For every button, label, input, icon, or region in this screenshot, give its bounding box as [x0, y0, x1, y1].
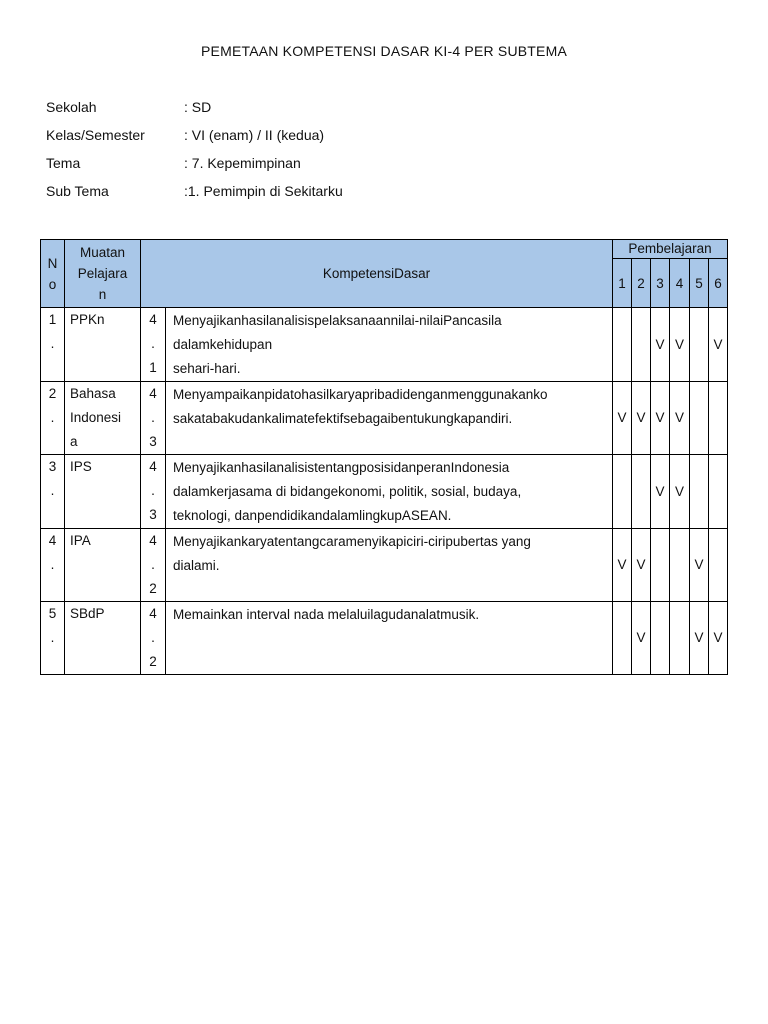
header-kompetensi-dasar: KompetensiDasar: [141, 240, 613, 308]
muatan-pelajaran-line: Bahasa: [70, 386, 116, 401]
kd-text-line: MenyajikanhasilanalisistentangposisidanperanIndonesia: [173, 460, 510, 475]
pembelajaran-cell: [632, 602, 651, 675]
pembelajaran-cell: [709, 529, 728, 602]
kd-text-line: teknologi, danpendidikandalamlingkupASEAN.: [173, 508, 452, 523]
table-body: [41, 308, 728, 675]
meta-value: : VI (enam) / II (kedua): [184, 127, 325, 143]
muatan-pelajaran: [65, 529, 141, 602]
pembelajaran-cell: [651, 529, 670, 602]
meta-value: : 7. Kepemimpinan: [184, 155, 301, 171]
kd-code-line: 2: [149, 581, 157, 596]
row-number-line: .: [50, 630, 55, 645]
kd-code: [141, 455, 166, 529]
table-row: [41, 308, 728, 382]
check-mark: V: [694, 630, 704, 645]
kd-code-line: 3: [149, 507, 157, 522]
pembelajaran-cell: [651, 308, 670, 382]
kd-code-line: 4: [149, 386, 157, 401]
kd-text-line: dalamkerjasama di bidangekonomi, politik, sosial, budaya,: [173, 484, 522, 499]
table-row: [41, 529, 728, 602]
header-num: 1: [613, 259, 632, 308]
pembelajaran-cell: [613, 529, 632, 602]
muatan-pelajaran: [65, 602, 141, 675]
row-number-line: 4: [48, 533, 57, 548]
pembelajaran-cell: [613, 382, 632, 455]
kd-code-line: 4: [149, 606, 157, 621]
pembelajaran-cell: [690, 308, 709, 382]
kd-text-line: sakatabakudankalimatefektifsebagaibentukungkapandiri.: [173, 411, 513, 426]
pembelajaran-cell: [613, 455, 632, 529]
row-number: [41, 455, 65, 529]
pembelajaran-cell: [632, 455, 651, 529]
kd-text-line: dialami.: [173, 558, 220, 573]
kd-code-line: 1: [149, 360, 157, 375]
row-number: [41, 602, 65, 675]
table-row: [41, 602, 728, 675]
kd-code: [141, 308, 166, 382]
meta-value: :1. Pemimpin di Sekitarku: [184, 183, 343, 199]
table-row: [41, 382, 728, 455]
kd-text: [166, 308, 613, 382]
kd-code: [141, 602, 166, 675]
kd-code-line: 3: [149, 434, 157, 449]
check-mark: V: [617, 410, 627, 425]
header-num: 5: [690, 259, 709, 308]
meta-value: : SD: [184, 99, 212, 115]
pembelajaran-cell: [690, 382, 709, 455]
pembelajaran-cell: [651, 602, 670, 675]
kd-code-line: 4: [149, 459, 157, 474]
muatan-pelajaran-line: SBdP: [70, 606, 105, 621]
kd-text-line: sehari-hari.: [173, 361, 241, 376]
check-mark: V: [674, 483, 684, 499]
kd-code: [141, 382, 166, 455]
header-muatan: Muatan Pelajara n: [65, 240, 141, 308]
kd-code-line: .: [151, 336, 155, 351]
kd-code: [141, 529, 166, 602]
muatan-pelajaran-line: Indonesi: [70, 410, 122, 425]
pembelajaran-cell: [613, 308, 632, 382]
kd-text-line: Menyampaikanpidatohasilkaryapribadidenganmenggunakanko: [173, 387, 548, 402]
kd-mapping-table: [40, 239, 728, 675]
muatan-pelajaran: [65, 455, 141, 529]
kd-code-line: 2: [149, 654, 157, 669]
pembelajaran-cell: [670, 455, 690, 529]
table-row: [41, 455, 728, 529]
meta-label: Sekolah: [46, 99, 97, 115]
pembelajaran-cell: [651, 382, 670, 455]
check-mark: V: [694, 557, 704, 572]
muatan-pelajaran: [65, 308, 141, 382]
muatan-pelajaran-line: IPS: [70, 459, 92, 474]
kd-text: [166, 455, 613, 529]
header-no: N o: [41, 240, 65, 308]
pembelajaran-cell: [632, 529, 651, 602]
muatan-pelajaran-line: a: [70, 434, 78, 449]
kd-text: [166, 382, 613, 455]
pembelajaran-cell: [651, 455, 670, 529]
check-mark: V: [655, 410, 665, 425]
pembelajaran-cell: [613, 602, 632, 675]
kd-text-line: Memainkan interval nada melaluilagudanalatmusik.: [173, 607, 480, 622]
pembelajaran-cell: [670, 529, 690, 602]
kd-text-line: Menyajikankaryatentangcaramenyikapiciri-ciripubertas yang: [173, 534, 531, 549]
meta-label: Sub Tema: [46, 183, 109, 199]
kd-code-line: 4: [149, 312, 157, 327]
row-number-line: .: [50, 557, 55, 572]
kd-code-line: .: [151, 557, 155, 572]
row-number-line: 5: [48, 606, 57, 621]
muatan-pelajaran-line: PPKn: [70, 312, 105, 327]
kd-text: [166, 529, 613, 602]
pembelajaran-cell: [709, 602, 728, 675]
pembelajaran-cell: [709, 382, 728, 455]
meta-label: Tema: [46, 155, 81, 171]
check-mark: V: [617, 557, 627, 572]
kd-code-line: .: [151, 483, 155, 498]
row-number: [41, 382, 65, 455]
check-mark: V: [713, 630, 723, 645]
kd-code-line: 4: [149, 533, 157, 548]
check-mark: V: [674, 410, 684, 425]
row-number-line: .: [50, 483, 55, 498]
pembelajaran-cell: [709, 455, 728, 529]
check-mark: V: [636, 410, 646, 425]
row-number-line: .: [50, 410, 55, 425]
header-pembelajaran: Pembelajaran: [613, 240, 728, 259]
kd-text: [166, 602, 613, 675]
kd-text-line: dalamkehidupan: [173, 337, 273, 352]
pembelajaran-cell: [690, 602, 709, 675]
check-mark: V: [674, 336, 684, 352]
header-num: 2: [632, 259, 651, 308]
kd-text-line: Menyajikanhasilanalisispelaksanaannilai-nilaiPancasila: [173, 313, 502, 328]
check-mark: V: [655, 336, 665, 352]
check-mark: V: [636, 557, 646, 572]
check-mark: V: [655, 483, 665, 499]
row-number: [41, 529, 65, 602]
pembelajaran-cell: [670, 602, 690, 675]
check-mark: V: [713, 336, 723, 352]
pembelajaran-cell: [670, 382, 690, 455]
header-num: 3: [651, 259, 670, 308]
pembelajaran-cell: [632, 308, 651, 382]
pembelajaran-cell: [690, 455, 709, 529]
row-number-line: 1: [48, 312, 57, 327]
document-title: PEMETAAN KOMPETENSI DASAR KI-4 PER SUBTEMA: [201, 43, 567, 59]
row-number-line: .: [50, 336, 55, 351]
kd-code-line: .: [151, 630, 155, 645]
row-number: [41, 308, 65, 382]
row-number-line: 3: [48, 459, 57, 474]
row-number-line: 2: [48, 386, 57, 401]
meta-label: Kelas/Semester: [46, 127, 145, 143]
pembelajaran-cell: [670, 308, 690, 382]
header-num: 6: [709, 259, 728, 308]
kd-code-line: .: [151, 410, 155, 425]
muatan-pelajaran-line: IPA: [70, 533, 91, 548]
muatan-pelajaran: [65, 382, 141, 455]
check-mark: V: [636, 630, 646, 645]
pembelajaran-cell: [709, 308, 728, 382]
pembelajaran-cell: [632, 382, 651, 455]
header-num: 4: [670, 259, 690, 308]
pembelajaran-cell: [690, 529, 709, 602]
